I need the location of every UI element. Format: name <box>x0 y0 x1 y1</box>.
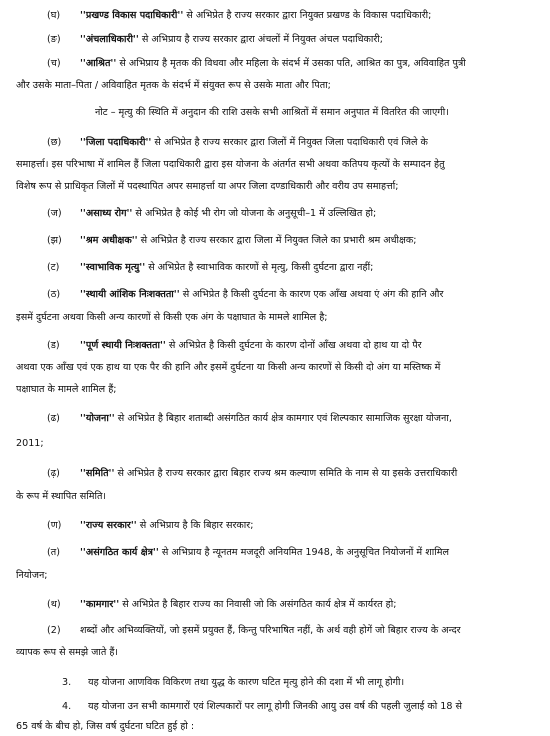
clause-term: ''पूर्ण स्थायी निःशक्तता'' <box>80 340 166 351</box>
clause-number: (ढ़) <box>47 468 60 479</box>
clause-line <box>80 6 431 25</box>
clause-text: से अभिप्राय है न्यूनतम मजदूरी अनियमित 1948, के अनुसूचित नियोजनों में शामिल <box>158 547 449 558</box>
clause-text: शब्दों और अभिव्यक्तियों, जो इसमें प्रयुक्त हैं, किन्तु परिभाषित नहीं, के अर्थ वही होगें जो बिहार राज्य के अन्दर <box>80 625 461 636</box>
clause-continuation: 2011; <box>16 438 44 449</box>
clause-line <box>80 30 383 49</box>
clause-continuation: नियोजन; <box>16 570 48 581</box>
clause-line <box>80 258 373 277</box>
clause-term: ''श्रम अधीक्षक'' <box>80 235 138 246</box>
clause-line <box>80 54 466 73</box>
clause-text: से अभिप्रेत है किसी दुर्घटना के कारण एक आँख अथवा एं अंग की हानि और <box>179 289 444 300</box>
clause-line <box>80 543 449 562</box>
clause-term: ''असंगठित कार्य क्षेत्र'' <box>80 547 159 558</box>
clause-continuation: विशेष रूप से प्राधिकृत जिलों में पदस्थापित अपर समाहर्त्ता या अपर जिला दण्डाधिकारी और वरीय उप समाहर्त्ता; <box>16 181 399 192</box>
clause-continuation: पक्षाघात के मामले शामिल हैं; <box>16 384 117 395</box>
clause-text: से अभिप्राय है कि बिहार सरकार; <box>136 520 254 531</box>
clause-term: ''कामगार'' <box>80 599 120 610</box>
clause-line <box>80 595 397 614</box>
clause-term: ''अंचलाधिकारी'' <box>80 34 139 45</box>
clause-text: यह योजना आणविक विकिरण तथा युद्ध के कारण घटित मृत्यु होने की दशा में भी लागू होगी। <box>88 677 405 688</box>
clause-term: ''समिति'' <box>80 468 115 479</box>
clause-text: से अभिप्रेत है राज्य सरकार द्वारा जिलों में नियुक्त जिला पदाधिकारी एवं जिले के <box>151 137 428 148</box>
clause-text: से अभिप्रेत है राज्य सरकार द्वारा नियुक्त प्रखण्ड के विकास पदाधिकारी; <box>183 10 432 21</box>
clause-text: यह योजना उन सभी कामगारों एवं शिल्पकारों पर लागू होगी जिनकी आयु उस वर्ष की पहली जुलाई को 18 से <box>88 701 462 712</box>
note-text: नोट – मृत्यु की स्थिति में अनुदान की राशि उसके सभी आश्रितों में समान अनुपात में वितरित की जाएगी। <box>95 107 449 118</box>
clause-number: 4. <box>62 701 72 712</box>
clause-line <box>80 336 422 355</box>
clause-continuation: इसमें दुर्घटना अथवा किसी अन्य कारणों से किसी एक अंग के पक्षाघात के मामले शामिल है; <box>16 312 328 323</box>
clause-line <box>80 516 253 535</box>
clause-text: से अभिप्रेत है स्वाभाविक कारणों से मृत्यु, किसी दुर्घटना द्वारा नहीं; <box>145 262 374 273</box>
clause-term: ''असाध्य रोग'' <box>80 208 133 219</box>
clause-continuation: 65 वर्ष के बीच हो, जिस वर्ष दुर्घटना घटित हुई हो : <box>16 721 195 732</box>
clause-number: (ण) <box>47 520 62 531</box>
clause-number: (ढ) <box>47 413 60 424</box>
clause-term: ''आश्रित'' <box>80 58 117 69</box>
clause-text: से अभिप्राय है मृतक की विधवा और महिला के संदर्भ में उसका पति, आश्रित का पुत्र, अविवाहित पुत्री <box>116 58 466 69</box>
clause-number: (2) <box>47 625 61 636</box>
clause-term: ''स्वाभाविक मृत्यु'' <box>80 262 146 273</box>
clause-line <box>80 204 376 223</box>
clause-continuation: व्यापक रूप से समझे जाते हैं। <box>16 647 119 658</box>
clause-line <box>80 231 417 250</box>
clause-number: (त) <box>47 547 60 558</box>
clause-term: ''स्थायी आंशिक निःशक्तता'' <box>80 289 180 300</box>
clause-text: से अभिप्राय है राज्य सरकार द्वारा अंचलों में नियुक्त अंचल पदाधिकारी; <box>138 34 384 45</box>
clause-text: से अभिप्रेत है बिहार शताब्दी असंगठित कार्य क्षेत्र कामगार एवं शिल्पकार सामाजिक सुरक्षा योजना, <box>114 413 452 424</box>
clause-line <box>80 285 443 304</box>
clause-number: (ङ) <box>47 34 61 45</box>
clause-term: ''राज्य सरकार'' <box>80 520 137 531</box>
clause-text: से अभिप्रेत है राज्य सरकार द्वारा बिहार राज्य श्रम कल्याण समिति के नाम से या इसके उत्तराधिकारी <box>114 468 458 479</box>
clause-term: ''जिला पदाधिकारी'' <box>80 137 152 148</box>
clause-continuation: और उसके माता–पिता / अविवाहित मृतक के संदर्भ में संयुक्त रूप से उसके माता और पिता; <box>16 80 331 91</box>
clause-number: (झ) <box>47 235 62 246</box>
clause-number: 3. <box>62 677 72 688</box>
clause-number: (ट) <box>47 262 60 273</box>
clause-line <box>80 133 428 152</box>
clause-continuation: के रूप में स्थापित समिति। <box>16 491 107 502</box>
clause-term: ''योजना'' <box>80 413 115 424</box>
clause-text: से अभिप्रेत है बिहार राज्य का निवासी जो कि असंगठित कार्य क्षेत्र में कार्यरत हो; <box>119 599 397 610</box>
clause-text: से अभिप्रेत है कोई भी रोग जो योजना के अनुसूची–1 में उल्लिखित हो; <box>132 208 377 219</box>
clause-continuation: अथवा एक आँख एवं एक हाथ या एक पैर की हानि और इसमें दुर्घटना या किसी अन्य कारणों से किसी दो अंग या मस्तिष्क में <box>16 362 441 373</box>
clause-continuation: समाहर्त्ता। इस परिभाषा में शामिल हैं जिला पदाधिकारी द्वारा इस योजना के अंतर्गत सभी अथवा कतिपय कृत्यों के सम्पादन हेतु <box>16 159 445 170</box>
clause-number: (थ) <box>47 599 61 610</box>
clause-line <box>80 409 452 428</box>
clause-number: (छ) <box>47 137 62 148</box>
clause-line <box>80 464 457 483</box>
clause-number: (ठ) <box>47 289 61 300</box>
clause-text: से अभिप्रेत है किसी दुर्घटना के कारण दोनों आँख अथवा दो हाथ या दो पैर <box>165 340 422 351</box>
clause-text: से अभिप्रेत है राज्य सरकार द्वारा जिला में नियुक्त जिले का प्रभारी श्रम अधीक्षक; <box>137 235 417 246</box>
clause-number: (च) <box>47 58 61 69</box>
clause-term: ''प्रखण्ड विकास पदाधिकारी'' <box>80 10 184 21</box>
clause-number: (घ) <box>47 10 61 21</box>
clause-number: (ड) <box>47 340 60 351</box>
clause-number: (ज) <box>47 208 62 219</box>
